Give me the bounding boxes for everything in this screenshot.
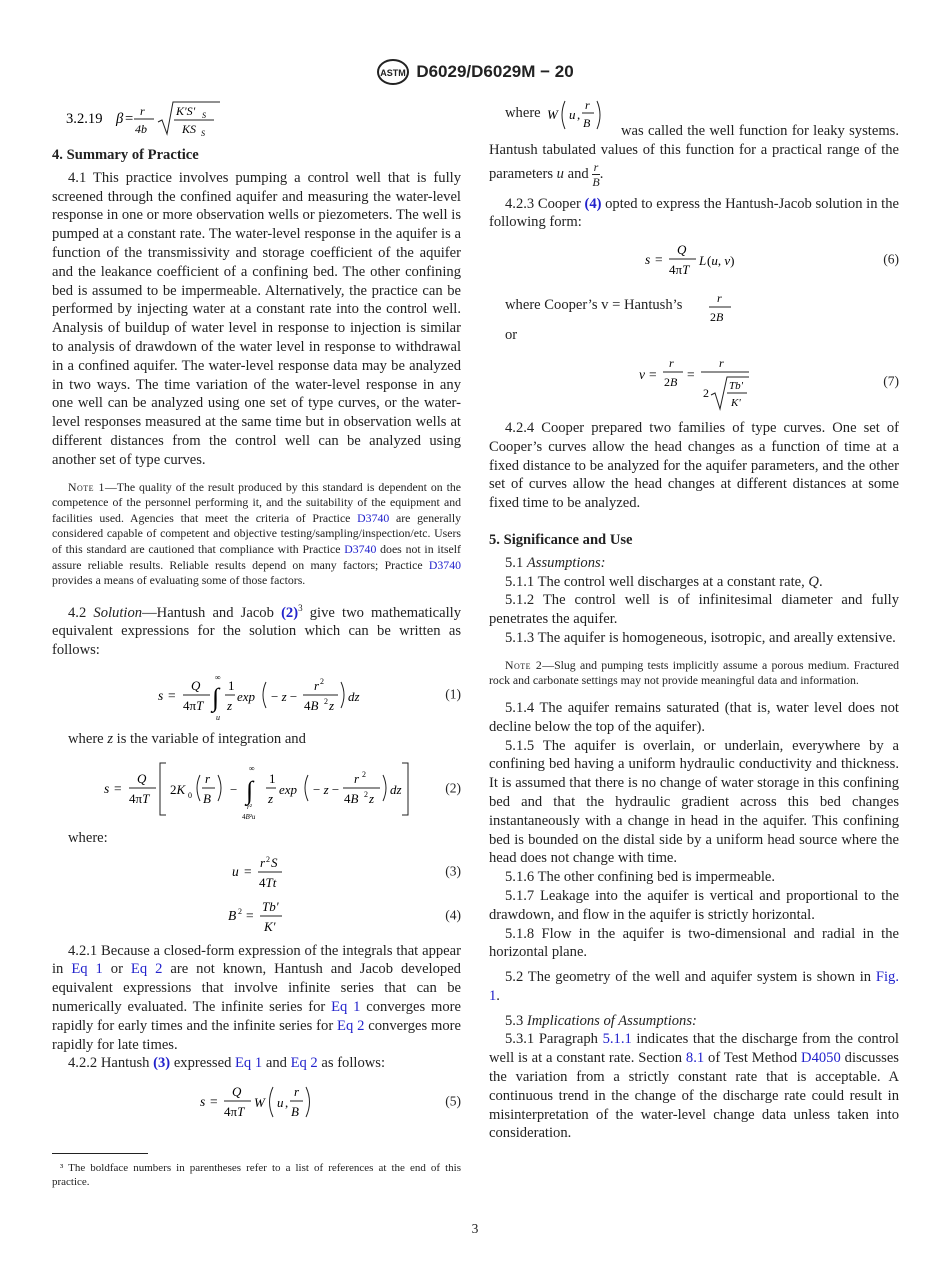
svg-text:s: s	[645, 252, 651, 268]
definition-3-2-19	[52, 98, 461, 138]
svg-text:B: B	[291, 1104, 299, 1120]
svg-text:1: 1	[269, 770, 276, 786]
reference-link[interactable]: (2)	[281, 604, 299, 621]
paragraph-5-3-1: 5.3.1 Paragraph 5.1.1 indicates that the discharge from the control well is at a constant rate. Section 8.1 of Test Method D4050 discusses the variation from a strictly constant rate that is acceptable. A continuous trend in the change of the discharge rate could result in misinterpretation of the water-level change data unless taken into consideration.	[489, 1031, 899, 1142]
link-eq-1[interactable]: Eq 1	[71, 961, 103, 978]
svg-text:−: −	[230, 781, 238, 797]
well-function-formula	[547, 92, 611, 136]
paragraph-where-z: where z is the variable of integration and	[68, 730, 306, 747]
svg-text:∫: ∫	[246, 775, 254, 805]
svg-text:r²: r²	[247, 802, 252, 811]
equation-3	[52, 852, 461, 892]
svg-text:=: =	[649, 366, 657, 382]
svg-text:4πT: 4πT	[669, 262, 690, 278]
svg-text:(u, v): (u, v)	[707, 253, 735, 269]
equation-2-formula	[52, 755, 461, 823]
svg-text:K': K'	[731, 396, 741, 409]
svg-text:K': K'	[264, 918, 276, 934]
equation-6	[489, 238, 899, 282]
equation-6-formula	[489, 238, 899, 282]
svg-text:4B²u: 4B²u	[242, 812, 256, 821]
r-over-2b-fraction	[707, 288, 737, 326]
svg-text:2K: 2K	[170, 781, 186, 797]
svg-text:2: 2	[324, 696, 328, 706]
equation-5-number: (5)	[445, 1093, 461, 1109]
svg-text:2: 2	[362, 769, 366, 779]
footnote-3: ³ The boldface numbers in parentheses refer to a list of references at the end of this practice.	[52, 1162, 461, 1188]
equation-6-number: (6)	[883, 251, 899, 267]
equation-4	[52, 896, 461, 936]
svg-text:4Tt: 4Tt	[259, 874, 277, 890]
svg-text:Tb': Tb'	[729, 379, 743, 392]
svg-text:r: r	[205, 770, 211, 786]
svg-text:,: ,	[577, 107, 581, 122]
svg-text:u: u	[232, 863, 239, 879]
paragraph-5-3: 5.3 Implications of Assumptions:	[505, 1012, 697, 1029]
svg-text:2: 2	[364, 789, 368, 799]
link-eq-2[interactable]: Eq 2	[130, 961, 163, 978]
svg-text:=: =	[687, 366, 695, 382]
section-4-heading: 4. Summary of Practice	[52, 147, 199, 163]
paragraph-5-1-5: 5.1.5 The aquifer is overlain, or underlain, everywhere by a confining bed having a uniform hydraulic conductivity and thickness. It is assumed that there is no change of water storage in this confining bed and that the hydraulic gradient across this bed changes instantaneously with a change in head in the aquifer. This confining bed is bounded on the distal side by a uniform head source where the head does not change with time.	[489, 737, 899, 867]
link-d4050[interactable]: D4050	[801, 1050, 841, 1067]
svg-text:W: W	[254, 1095, 265, 1111]
svg-text:B: B	[228, 907, 237, 923]
svg-text:z: z	[329, 697, 335, 713]
svg-text:u: u	[569, 107, 576, 122]
svg-text:=: =	[114, 780, 122, 796]
equation-2-number: (2)	[445, 780, 461, 796]
svg-text:S: S	[271, 854, 278, 870]
equation-7	[489, 351, 899, 413]
svg-text:KS: KS	[182, 122, 197, 136]
equation-5-formula	[52, 1079, 461, 1125]
paragraph-4-1: 4.1 This practice involves pumping a control well that is fully screened through the confined aquifer and measuring the water-level response in one or more observation wells or piezometers. The well is pumped at a constant rate. The water-level response in the aquifer is a function of the transmissivity and storage coefficient of the aquifer and the leakance coefficient of a confining bed. The other confining bed is assumed to be impermeable. Alternatively, the practice can be performed by injecting water at a constant rate into the control well. Analysis of buildup of water level in response to injection is similar to analysis of drawdown of the water level in response to withdrawal in a confined aquifer. The water-level response data may be analyzed in two ways. The time variation of the water-level response in any one well can be analyzed using one set of type curves, or the water-level responses measured at the same time but in observation wells at different distances from the control well can be analyzed using another set of type curves.	[52, 169, 461, 468]
svg-text:z: z	[369, 790, 375, 806]
link-8-1[interactable]: 8.1	[685, 1050, 705, 1067]
paragraph-5-1: 5.1 Assumptions:	[505, 554, 606, 571]
svg-text:∫: ∫	[212, 682, 220, 712]
svg-text:4πT: 4πT	[183, 697, 204, 713]
svg-text:Q: Q	[232, 1084, 242, 1100]
page-number: 3	[471, 1221, 479, 1236]
svg-text:=: =	[244, 863, 252, 879]
svg-text:z: z	[227, 697, 233, 713]
svg-text:S: S	[201, 129, 205, 138]
svg-text:2B: 2B	[664, 374, 678, 389]
svg-text:exp: exp	[279, 781, 298, 797]
footnote-rule	[52, 1153, 148, 1154]
svg-text:s: s	[104, 780, 110, 796]
link-d3740[interactable]: D3740	[357, 510, 390, 525]
link-d3740[interactable]: D3740	[428, 557, 461, 572]
reference-link[interactable]: (3)	[153, 1055, 171, 1072]
svg-text:4B: 4B	[304, 697, 319, 713]
paragraph-5-1-4: 5.1.4 The aquifer remains saturated (that is, water level does not decline below the top of the aquifer).	[489, 699, 899, 735]
svg-text:u: u	[216, 712, 220, 722]
svg-text:=: =	[210, 1094, 218, 1110]
svg-text:∞: ∞	[249, 763, 255, 773]
svg-text:4B: 4B	[344, 790, 359, 806]
svg-text:Tb': Tb'	[262, 898, 279, 914]
svg-text:r: r	[294, 1084, 300, 1100]
svg-text:1: 1	[228, 677, 235, 693]
paragraph-5-1-1: 5.1.1 The control well discharges at a constant rate, Q.	[505, 573, 823, 590]
svg-text:=: =	[655, 252, 663, 268]
svg-text:Q: Q	[191, 677, 201, 693]
svg-text:exp: exp	[237, 688, 256, 704]
svg-text:S: S	[202, 111, 206, 120]
right-column	[489, 98, 899, 1143]
where-label: where:	[68, 829, 108, 846]
cooper-hantush-line: where Cooper’s v = Hantush’s r 2B	[489, 288, 899, 326]
paragraph-5-1-8: 5.1.8 Flow in the aquifer is two-dimensional and radial in the horizontal plane.	[489, 925, 899, 961]
link-fig-1[interactable]: Fig. 1	[489, 969, 899, 1004]
equation-3-formula	[52, 852, 461, 892]
svg-text:− z −: − z −	[271, 688, 298, 704]
link-eq-2[interactable]: Eq 2	[290, 1055, 318, 1072]
equation-4-formula	[52, 896, 461, 936]
svg-text:W: W	[547, 107, 558, 122]
equation-7-number: (7)	[883, 373, 899, 389]
equation-7-formula	[489, 351, 899, 413]
paragraph-4-2-2: 4.2.2 Hantush (3) expressed Eq 1 and Eq 2 as follows:	[68, 1055, 386, 1072]
svg-text:dz: dz	[348, 688, 360, 704]
paragraph-5-1-6: 5.1.6 The other confining bed is impermeable.	[505, 869, 776, 886]
equation-1-number: (1)	[445, 686, 461, 702]
svg-text:Q: Q	[677, 242, 687, 258]
svg-text:K'S': K'S'	[176, 104, 196, 118]
paragraph-where-w: was called the well function for leaky systems. Hantush tabulated values of this function for a practical range of the parameters u and $\frac{r}{B}$ .	[489, 123, 899, 189]
equation-1-formula	[52, 666, 461, 724]
svg-text:=: =	[168, 687, 176, 703]
paragraph-5-1-7: 5.1.7 Leakage into the aquifer is vertical and proportional to the drawdown, and flow in the aquifer is strictly horizontal.	[489, 887, 899, 923]
svg-text:r: r	[669, 355, 674, 370]
svg-text:r: r	[585, 98, 590, 112]
svg-text:− z −: − z −	[313, 781, 340, 797]
link-d3740[interactable]: D3740	[344, 541, 377, 556]
note-1: Note 1—The quality of the result produced by this standard is dependent on the competence of the personnel performing it, and the suitability of the equipment and facilities used. Agencies that meet the criteria of Practice D3740 are generally considered capable of competent and objective testing/sampling/inspection/etc. Users of this standard are cautioned that compliance with Practice D3740 does not in itself assure reliable results. Reliable results depend on many factors; Practice D3740 provides a means of evaluating some of those factors.	[52, 479, 462, 588]
svg-text:4πT: 4πT	[129, 790, 150, 806]
document-id: D6029/D6029M − 20	[416, 62, 574, 81]
link-5-1-1[interactable]: 5.1.1	[602, 1031, 632, 1048]
svg-text:r: r	[719, 355, 724, 370]
svg-text:r: r	[354, 770, 360, 786]
svg-text:2: 2	[703, 385, 709, 400]
equation-1	[52, 666, 461, 724]
paragraph-5-2: 5.2 The geometry of the well and aquifer system is shown in Fig. 1.	[489, 969, 899, 1004]
astm-logo-icon	[376, 58, 410, 86]
link-eq-1[interactable]: Eq 1	[235, 1055, 263, 1072]
left-column	[52, 98, 461, 1131]
svg-text:2: 2	[320, 676, 324, 686]
equation-4-number: (4)	[445, 907, 461, 923]
beta-formula	[52, 98, 252, 138]
page-header	[0, 58, 950, 86]
section-5-heading: 5. Significance and Use	[489, 531, 633, 548]
svg-text:Q: Q	[137, 770, 147, 786]
svg-text:B: B	[203, 790, 211, 806]
svg-text:2: 2	[266, 854, 270, 864]
svg-text:=: =	[246, 907, 254, 923]
svg-text:L: L	[699, 253, 707, 269]
svg-text:r: r	[314, 677, 320, 693]
svg-text:ASTM: ASTM	[380, 68, 407, 78]
svg-text:,: ,	[285, 1095, 289, 1111]
svg-text:2: 2	[238, 906, 242, 916]
svg-text:r: r	[717, 291, 722, 306]
svg-text:s: s	[158, 687, 164, 703]
svg-text:3.2.19: 3.2.19	[66, 111, 103, 127]
paragraph-5-1-3: 5.1.3 The aquifer is homogeneous, isotropic, and areally extensive.	[505, 629, 896, 646]
or-label: or	[505, 327, 518, 344]
svg-text:r: r	[260, 854, 266, 870]
reference-link[interactable]: (4)	[584, 195, 602, 212]
paragraph-4-2-3: 4.2.3 Cooper (4) opted to express the Hantush-Jacob solution in the following form:	[489, 195, 899, 231]
paragraph-4-2-4: 4.2.4 Cooper prepared two families of type curves. One set of Cooper’s curves allow the head changes as a function of time at a fixed distance to be analyzed for the aquifer parameters, and the other set of curves allow the head changes at different distances at some fixed time to be analyzed.	[489, 419, 899, 512]
paragraph-4-2: 4.2 Solution—Hantush and Jacob $(2)^3$ give two mathematically equivalent expressions for the solution which can be written as follows:	[52, 602, 462, 659]
equation-2	[52, 755, 461, 823]
link-eq-2[interactable]: Eq 2	[337, 1017, 365, 1034]
svg-text:∞: ∞	[215, 672, 221, 682]
equation-3-number: (3)	[445, 863, 461, 879]
svg-text:4b: 4b	[135, 122, 147, 136]
where-w-line: where W u , r B	[489, 98, 899, 136]
paragraph-4-2-1: 4.2.1 Because a closed-form expression of the integrals that appear in Eq 1 or Eq 2 are not known, Hantush and Jacob developed equivalent expressions that involve infinite series that can be numerically evaluated. The infinite series for Eq 1 converges more rapidly for early times and the infinite series for Eq 2 converges more rapidly for late times.	[52, 942, 461, 1053]
link-eq-1[interactable]: Eq 1	[331, 998, 361, 1015]
svg-text:z: z	[268, 790, 274, 806]
svg-text:β: β	[116, 111, 124, 127]
svg-text:dz: dz	[390, 781, 402, 797]
svg-text:0: 0	[188, 790, 192, 800]
svg-text:=: =	[125, 111, 134, 127]
svg-text:s: s	[200, 1094, 206, 1110]
svg-text:v: v	[639, 366, 645, 382]
svg-text:r: r	[140, 104, 145, 118]
svg-text:2B: 2B	[710, 310, 724, 325]
equation-5	[52, 1079, 461, 1125]
svg-text:4πT: 4πT	[224, 1104, 245, 1120]
note-2: Note 2—Slug and pumping tests implicitly assume a porous medium. Fractured rock and carbonate settings may not provide meaningful data and information.	[489, 657, 899, 688]
svg-text:B: B	[583, 116, 591, 130]
svg-text:u: u	[277, 1095, 284, 1111]
paragraph-5-1-2: 5.1.2 The control well is of infinitesimal diameter and fully penetrates the aquifer.	[489, 592, 899, 628]
